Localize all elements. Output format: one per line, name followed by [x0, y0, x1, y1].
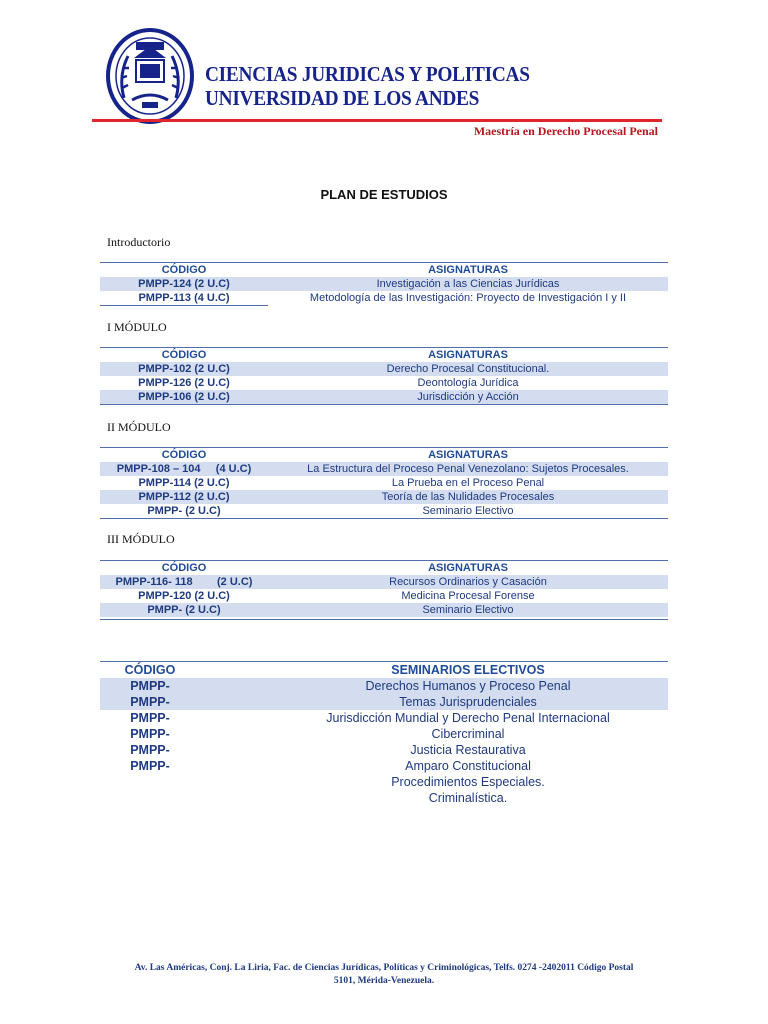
header-subjects: ASIGNATURAS	[428, 349, 508, 361]
row-code: PMPP-124 (2 U.C)	[138, 278, 230, 290]
table-row	[100, 726, 668, 742]
subjects-table-intro	[100, 262, 668, 307]
row-code: PMPP-	[130, 695, 170, 709]
row-subject: Temas Jurisprudenciales	[399, 695, 537, 709]
row-subject: Investigación a las Ciencias Jurídicas	[376, 278, 560, 290]
table-row	[100, 390, 668, 404]
table-row	[100, 710, 668, 726]
subjects-table-module-2	[100, 447, 668, 519]
row-subject: Derecho Procesal Constitucional.	[386, 363, 550, 375]
row-code: PMPP- (2 U.C)	[147, 604, 221, 616]
section-title: II MÓDULO	[107, 420, 171, 434]
row-subject: Seminario Electivo	[422, 505, 514, 517]
header-subjects: ASIGNATURAS	[428, 562, 508, 574]
subjects-table-module-3	[100, 560, 668, 620]
row-code: PMPP-114 (2 U.C)	[138, 477, 230, 489]
table-bottom-line	[100, 518, 668, 519]
row-subject: Jurisdicción Mundial y Derecho Penal Internacional	[326, 711, 610, 725]
seminars-table	[100, 661, 668, 812]
header-subjects: ASIGNATURAS	[428, 449, 508, 461]
table-row	[100, 575, 668, 589]
row-subject: Procedimientos Especiales.	[391, 775, 545, 789]
header-code: CÓDIGO	[124, 663, 176, 677]
row-code: PMPP-102 (2 U.C)	[138, 363, 230, 375]
row-code: PMPP-113 (4 U.C)	[138, 292, 230, 304]
row-subject: Teoría de las Nulidades Procesales	[381, 491, 555, 503]
footer-line-2: 5101, Mérida-Venezuela.	[333, 976, 435, 986]
row-code: PMPP-108 – 104 (4 U.C)	[116, 463, 252, 475]
table-bottom-line	[100, 619, 668, 620]
section-title: I MÓDULO	[107, 320, 167, 334]
footer-address	[100, 962, 668, 988]
table-row	[100, 277, 668, 291]
section-title: III MÓDULO	[107, 532, 175, 546]
header-seminars: SEMINARIOS ELECTIVOS	[391, 663, 545, 677]
row-subject: La Prueba en el Proceso Penal	[391, 477, 545, 489]
row-code: PMPP-116- 118 (2 U.C)	[115, 576, 253, 588]
institution-title	[205, 62, 530, 110]
table-row	[100, 742, 668, 758]
row-code: PMPP-	[130, 679, 170, 693]
row-subject: Cibercriminal	[431, 727, 505, 741]
table-row	[100, 476, 668, 490]
institution-line-1: CIENCIAS JURIDICAS Y POLITICAS	[205, 62, 530, 86]
subjects-table-module-1	[100, 347, 668, 405]
table-header	[100, 662, 668, 678]
section-title: Introductorio	[107, 235, 171, 249]
university-seal-icon	[106, 28, 194, 124]
row-code: PMPP-126 (2 U.C)	[138, 377, 230, 389]
row-code: PMPP-112 (2 U.C)	[138, 491, 230, 503]
row-subject: Deontología Jurídica	[417, 377, 519, 389]
row-subject: Amparo Constitucional	[405, 759, 531, 773]
table-header	[100, 561, 668, 575]
table-header	[100, 348, 668, 362]
row-subject-list	[268, 758, 668, 806]
row-subject: Jurisdicción y Acción	[417, 391, 519, 403]
table-row	[100, 376, 668, 390]
header-code: CÓDIGO	[161, 562, 207, 574]
table-header	[100, 263, 668, 277]
row-subject: Metodología de las Investigación: Proyecto de Investigación I y II	[309, 292, 627, 304]
row-subject: Criminalística.	[428, 791, 508, 805]
row-subject: Recursos Ordinarios y Casación	[389, 576, 547, 588]
table-row	[100, 589, 668, 603]
row-code: PMPP-	[130, 711, 170, 725]
header-code: CÓDIGO	[161, 264, 207, 276]
institution-line-2: UNIVERSIDAD DE LOS ANDES	[205, 86, 480, 110]
table-row	[100, 758, 668, 806]
row-code: PMPP-	[130, 743, 170, 757]
row-subject: Justicia Restaurativa	[410, 743, 526, 757]
table-row	[100, 291, 668, 305]
row-code: PMPP-	[130, 759, 170, 773]
table-row	[100, 678, 668, 694]
row-subject: Medicina Procesal Forense	[401, 590, 535, 602]
table-row	[100, 462, 668, 476]
row-subject: La Estructura del Proceso Penal Venezolano: Sujetos Procesales.	[307, 463, 629, 475]
table-bottom-line	[100, 305, 268, 306]
row-code: PMPP-120 (2 U.C)	[138, 590, 230, 602]
program-name: Maestría en Derecho Procesal Penal	[473, 124, 658, 138]
footer-line-1: Av. Las Américas, Conj. La Liria, Fac. de Ciencias Jurídicas, Políticas y Criminológicas, Telfs. 0274 -2402011 Código Postal	[134, 963, 634, 973]
header-code: CÓDIGO	[161, 449, 207, 461]
table-row	[100, 504, 668, 518]
header-subjects: ASIGNATURAS	[428, 264, 508, 276]
table-header	[100, 448, 668, 462]
row-code: PMPP- (2 U.C)	[147, 505, 221, 517]
table-row	[100, 694, 668, 710]
table-bottom-line	[100, 404, 668, 405]
table-row	[100, 362, 668, 376]
table-row	[100, 490, 668, 504]
row-code: PMPP-	[130, 727, 170, 741]
row-code: PMPP-106 (2 U.C)	[138, 391, 230, 403]
document-header	[0, 0, 768, 140]
row-subject: Derechos Humanos y Proceso Penal	[365, 679, 571, 693]
header-code: CÓDIGO	[161, 349, 207, 361]
row-subject: Seminario Electivo	[422, 604, 514, 616]
table-row	[100, 603, 668, 617]
page-title: PLAN DE ESTUDIOS	[320, 187, 448, 202]
header-divider	[92, 119, 662, 122]
